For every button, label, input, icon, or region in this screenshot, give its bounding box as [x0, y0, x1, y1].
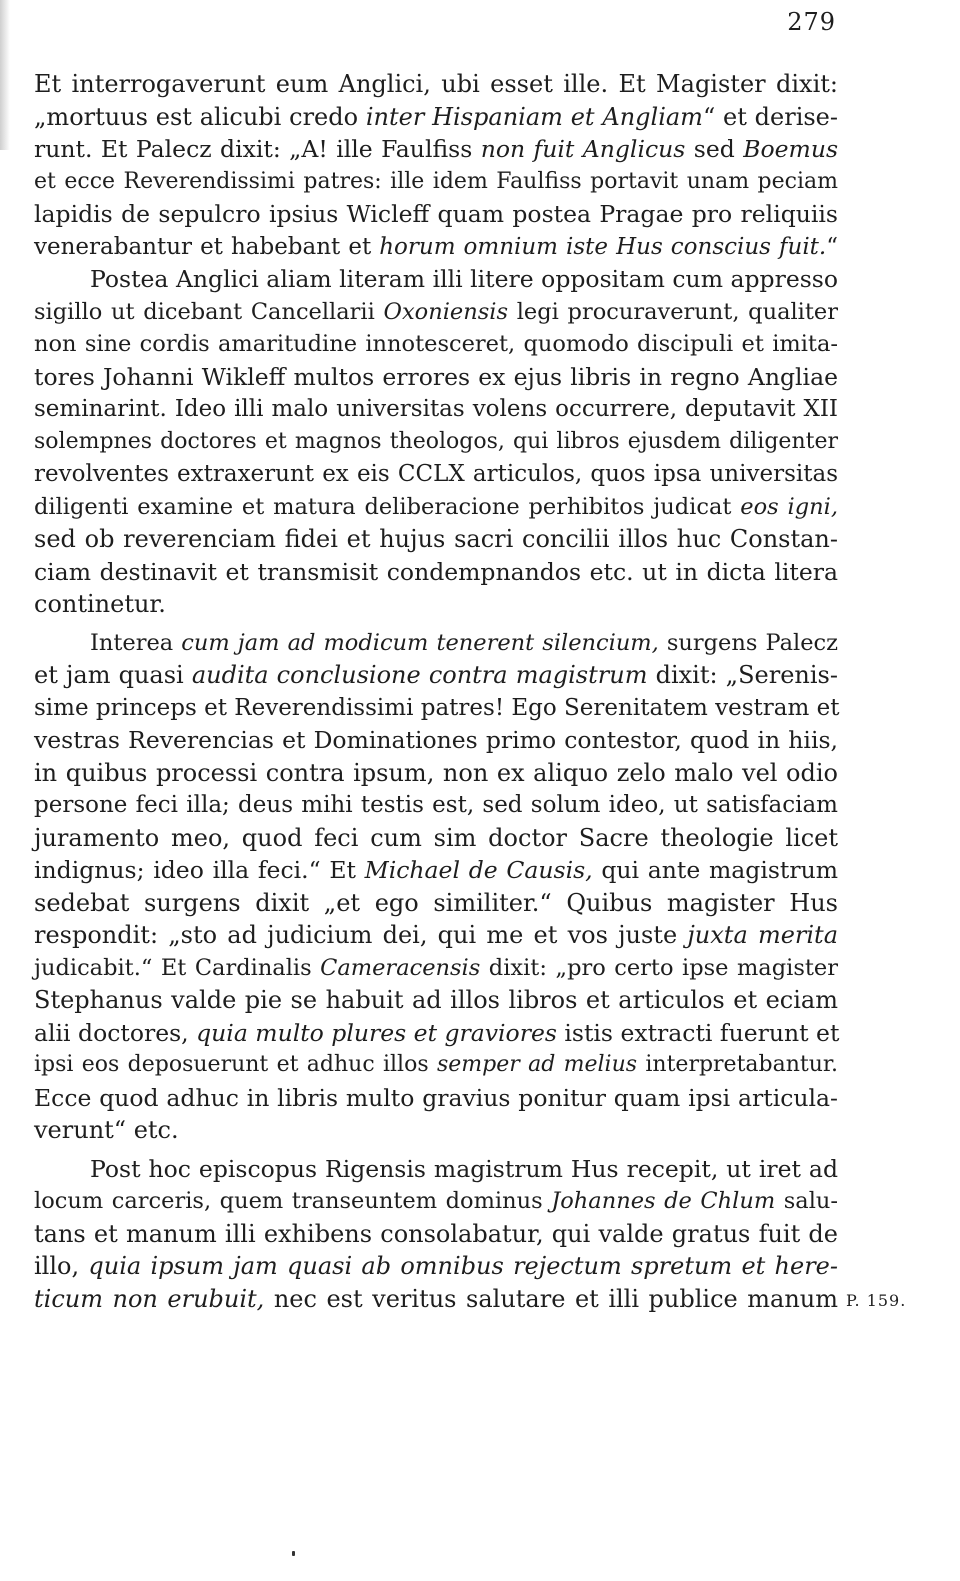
text-line — [34, 101, 838, 134]
text-line — [34, 1049, 838, 1082]
text-segment: sime princeps et Reverendissimi patres! Ego Serenitatem vestram et — [34, 694, 840, 721]
italic-text-segment: ticum non erubuit, — [34, 1284, 265, 1313]
text-segment: ipsi eos deposuerunt et adhuc illos — [34, 1052, 437, 1077]
text-segment: Postea Anglici aliam literam illi litere oppositam cum appresso — [90, 265, 838, 293]
text-line — [34, 1114, 838, 1147]
text-segment: tans et manum illi exhibens consolabatur, qui valde gratus fuit de — [34, 1219, 838, 1248]
text-line — [34, 361, 838, 394]
text-line — [34, 1185, 838, 1218]
text-segment: in quibus processi contra ipsum, non ex aliquo zelo malo vel odio — [34, 758, 838, 787]
text-line — [34, 166, 838, 199]
text-line — [34, 296, 838, 329]
text-line — [34, 887, 838, 920]
text-segment: qui ante magistrum — [592, 856, 839, 884]
text-line — [34, 68, 838, 101]
text-line — [34, 1082, 838, 1115]
text-segment: nec est veritus salutare et illi publice manum — [264, 1284, 839, 1313]
italic-text-segment: quia ipsum jam quasi ab omnibus rejectum spretum et here- — [88, 1252, 838, 1280]
text-line — [34, 426, 838, 459]
text-segment: dixit: „pro certo ipse magister — [480, 954, 838, 981]
text-segment: et ecce Reverendissimi patres: ille idem Faulfiss portavit unam peciam — [34, 168, 838, 194]
italic-text-segment: Cameracensis — [320, 954, 481, 981]
text-segment: legi procuraverunt, qualiter — [508, 298, 838, 325]
text-segment: locum carceris, quem transeuntem dominus — [34, 1188, 552, 1214]
text-segment: vestras Reverencias et Dominationes primo contestor, quod in hiis, — [34, 726, 838, 754]
text-line — [34, 393, 838, 426]
text-segment: Post hoc episcopus Rigensis magistrum Hus recepit, ut iret ad — [90, 1154, 838, 1183]
text-segment: sed — [685, 135, 744, 163]
italic-text-segment: Johannes de Chlum — [551, 1188, 776, 1214]
text-segment: sed ob reverenciam fidei et hujus sacri concilii illos huc Constan- — [34, 525, 838, 553]
text-segment: seminarint. Ideo illi malo universitas volens occurrere, deputavit XII — [34, 396, 838, 422]
text-line — [34, 556, 838, 589]
text-segment: “ — [826, 233, 839, 260]
text-line — [34, 523, 838, 556]
text-line — [34, 692, 838, 725]
text-line — [34, 491, 838, 524]
text-line — [34, 822, 838, 855]
text-segment: dixit: „Serenis- — [647, 661, 838, 689]
italic-text-segment: cum jam ad modicum tenerent silencium, — [181, 629, 659, 656]
text-segment: runt. Et Palecz dixit: „A! ille Faulfiss — [34, 135, 481, 163]
page-number: 279 — [787, 8, 836, 36]
text-segment: sedebat surgens dixit „et ego similiter.“ Quibus magister Hus — [34, 888, 838, 917]
text-line — [34, 1153, 838, 1186]
text-segment: diligenti examine et matura deliberacione perhibitos judicat — [34, 493, 741, 520]
text-segment: indignus; ideo illa feci.“ Et — [34, 856, 365, 884]
text-segment: salu- — [775, 1188, 839, 1214]
text-line — [34, 659, 838, 692]
italic-text-segment: inter Hispaniam et Angliam — [365, 102, 703, 131]
text-segment: verunt“ etc. — [34, 1116, 179, 1144]
italic-text-segment: quia multo plures et graviores — [196, 1018, 557, 1047]
text-segment: non sine cordis amaritudine innotesceret, quomodo discipuli et imita- — [34, 331, 838, 357]
text-segment: interpretabantur. — [637, 1052, 839, 1077]
italic-text-segment: Michael de Causis, — [364, 856, 593, 884]
text-segment: et jam quasi — [34, 661, 192, 689]
text-segment: Et interrogaverunt eum Anglici, ubi esset ille. Et Magister dixit: — [34, 70, 838, 98]
italic-text-segment: audita conclusione contra magistrum — [191, 661, 648, 689]
text-line — [34, 757, 838, 790]
text-line — [34, 328, 838, 361]
text-segment: lapidis de sepulcro ipsius Wicleff quam postea Pragae pro reliquiis — [34, 200, 838, 228]
text-segment: alii doctores, — [34, 1018, 197, 1047]
text-line — [34, 952, 838, 985]
text-line — [34, 588, 838, 621]
ink-speck — [292, 1551, 295, 1556]
text-line — [34, 198, 838, 231]
text-line — [34, 919, 838, 952]
text-segment: surgens Palecz — [658, 629, 838, 656]
text-segment: illo, — [34, 1252, 89, 1280]
text-line — [34, 1283, 838, 1316]
text-segment: judicabit.“ Et Cardinalis — [34, 954, 321, 981]
text-segment: Stephanus valde pie se habuit ad illos libros et articulos et eciam — [34, 986, 838, 1014]
text-line — [34, 458, 838, 491]
text-line — [34, 854, 838, 887]
italic-text-segment: Boemus — [743, 135, 839, 163]
text-segment: sigillo ut dicebant Cancellarii — [34, 298, 384, 325]
italic-text-segment: eos igni, — [740, 493, 838, 520]
text-segment: Interea — [90, 629, 182, 656]
italic-text-segment: non fuit Anglicus — [480, 135, 686, 163]
text-segment: juramento meo, quod feci cum sim doctor Sacre theologie licet — [34, 823, 838, 852]
text-segment: solempnes doctores et magnos theologos, qui libros ejusdem diligenter — [34, 428, 838, 454]
text-line — [34, 263, 838, 296]
text-segment: Ecce quod adhuc in libris multo gravius ponitur quam ipsi articula- — [34, 1083, 838, 1112]
text-segment: persone feci illa; deus mihi testis est, sed solum ideo, ut satisfaciam — [34, 792, 838, 818]
italic-text-segment: semper ad melius — [436, 1052, 638, 1077]
text-segment: continetur. — [34, 590, 166, 618]
text-line — [34, 1218, 838, 1251]
text-line — [34, 1250, 838, 1283]
text-line — [34, 984, 838, 1017]
text-segment: venerabantur et habebant et — [34, 233, 380, 260]
italic-text-segment: horum omnium iste Hus conscius fuit. — [379, 233, 827, 260]
text-segment: “ et derise- — [702, 102, 838, 131]
text-line — [34, 724, 838, 757]
text-segment: respondit: „sto ad judicium dei, qui me et vos juste — [34, 921, 688, 949]
text-line — [34, 133, 838, 166]
page-edge-shadow — [0, 0, 10, 150]
text-segment: „mortuus est alicubi credo — [34, 102, 366, 131]
text-line — [34, 789, 838, 822]
text-segment: ciam destinavit et transmisit condempnandos etc. ut in dicta litera — [34, 557, 838, 586]
body-text — [34, 68, 838, 1315]
text-line — [34, 1017, 838, 1050]
italic-text-segment: juxta merita — [687, 921, 839, 949]
italic-text-segment: Oxoniensis — [383, 298, 508, 325]
text-line — [34, 231, 838, 264]
text-line — [34, 627, 838, 660]
margin-page-reference: P. 159. — [846, 1291, 907, 1310]
text-segment: istis extracti fuerunt et — [556, 1018, 840, 1047]
text-segment: tores Johanni Wikleff multos errores ex ejus libris in regno Angliae — [34, 362, 838, 391]
text-segment: revolventes extraxerunt ex eis CCLX articulos, quos ipsa universitas — [34, 461, 838, 487]
